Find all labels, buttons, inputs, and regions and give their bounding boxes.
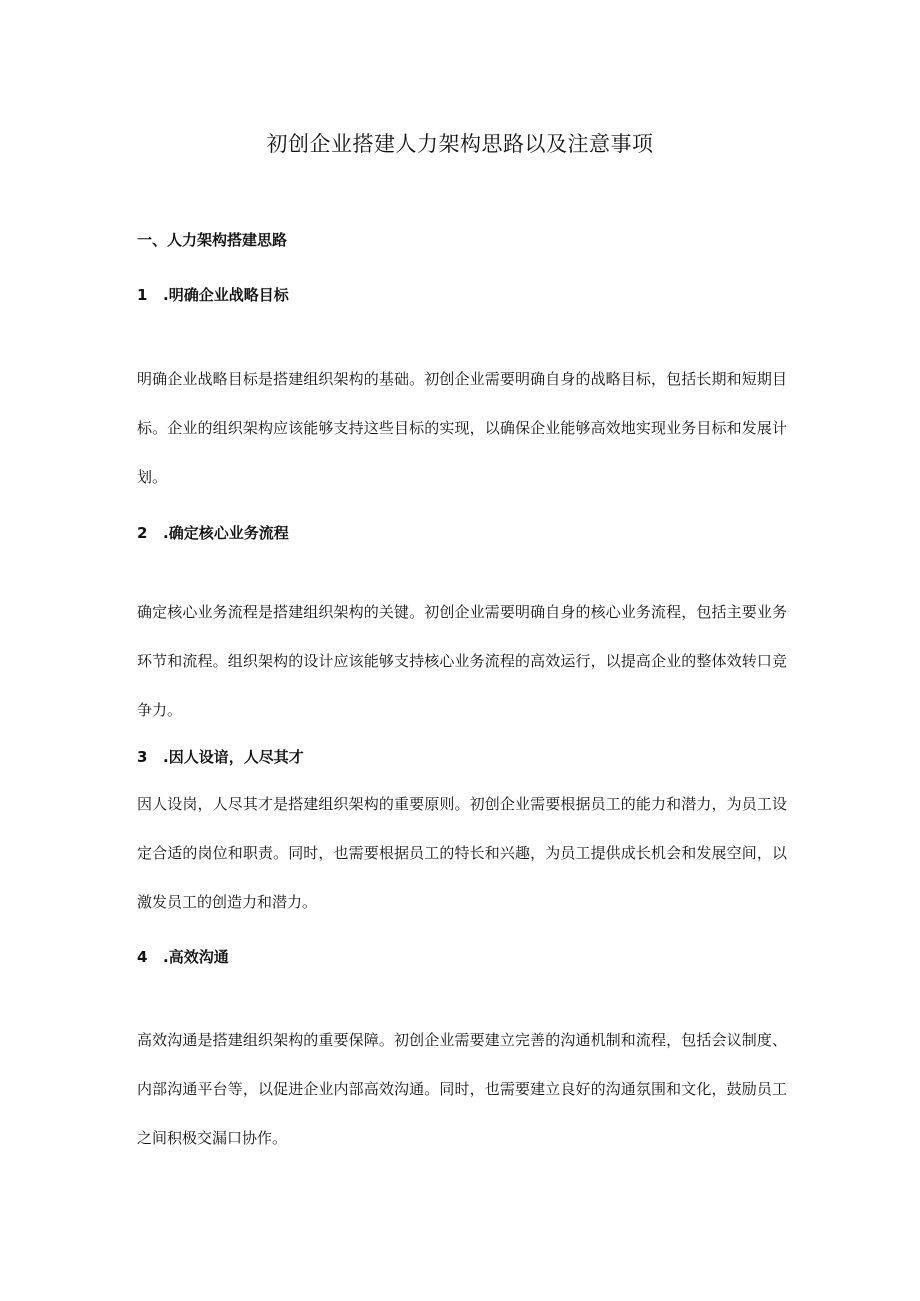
item-number: 4: [137, 948, 148, 966]
item-body-3: 因人设岗，人尽其才是搭建组织架构的重要原则。初创企业需要根据员工的能力和潜力，为员工设定合适的岗位和职责。同时，也需要根据员工的特长和兴趣，为员工提供成长机会和发展空间，以激发员工的创造力和潜力。: [137, 795, 787, 911]
section-heading-1: 一、人力架构搭建思路: [137, 231, 288, 249]
item-heading-3: [137, 746, 304, 767]
item-heading-text: .高效沟通: [163, 948, 229, 966]
item-heading-4: [137, 946, 229, 967]
item-heading-1: [137, 284, 289, 305]
item-heading-text: .明确企业战略目标: [163, 286, 289, 304]
item-heading-text: .因人设谙，人尽其才: [163, 748, 304, 766]
item-number: 1: [137, 286, 148, 304]
item-heading-text: .确定核心业务流程: [163, 524, 289, 542]
item-number: 3: [137, 748, 148, 766]
item-number: 2: [137, 524, 148, 542]
item-body-4: 高效沟通是搭建组织架构的重要保障。初创企业需要建立完善的沟通机制和流程，包括会议制度、内部沟通平台等，以促进企业内部高效沟通。同时，也需要建立良好的沟通氛围和文化，鼓励员工之间积极交漏口协作。: [137, 1031, 787, 1147]
document-title: 初创企业搭建人力架构思路以及注意事项: [266, 132, 654, 156]
item-body-1: 明确企业战略目标是搭建组织架构的基础。初创企业需要明确自身的战略目标，包括长期和短期目标。企业的组织架构应该能够支持这些目标的实现，以确保企业能够高效地实现业务目标和发展计划。: [137, 370, 787, 486]
item-heading-2: [137, 522, 289, 543]
item-body-2: 确定核心业务流程是搭建组织架构的关键。初创企业需要明确自身的核心业务流程，包括主要业务环节和流程。组织架构的设计应该能够支持核心业务流程的高效运行，以提高企业的整体效转口竞争力。: [137, 603, 787, 719]
